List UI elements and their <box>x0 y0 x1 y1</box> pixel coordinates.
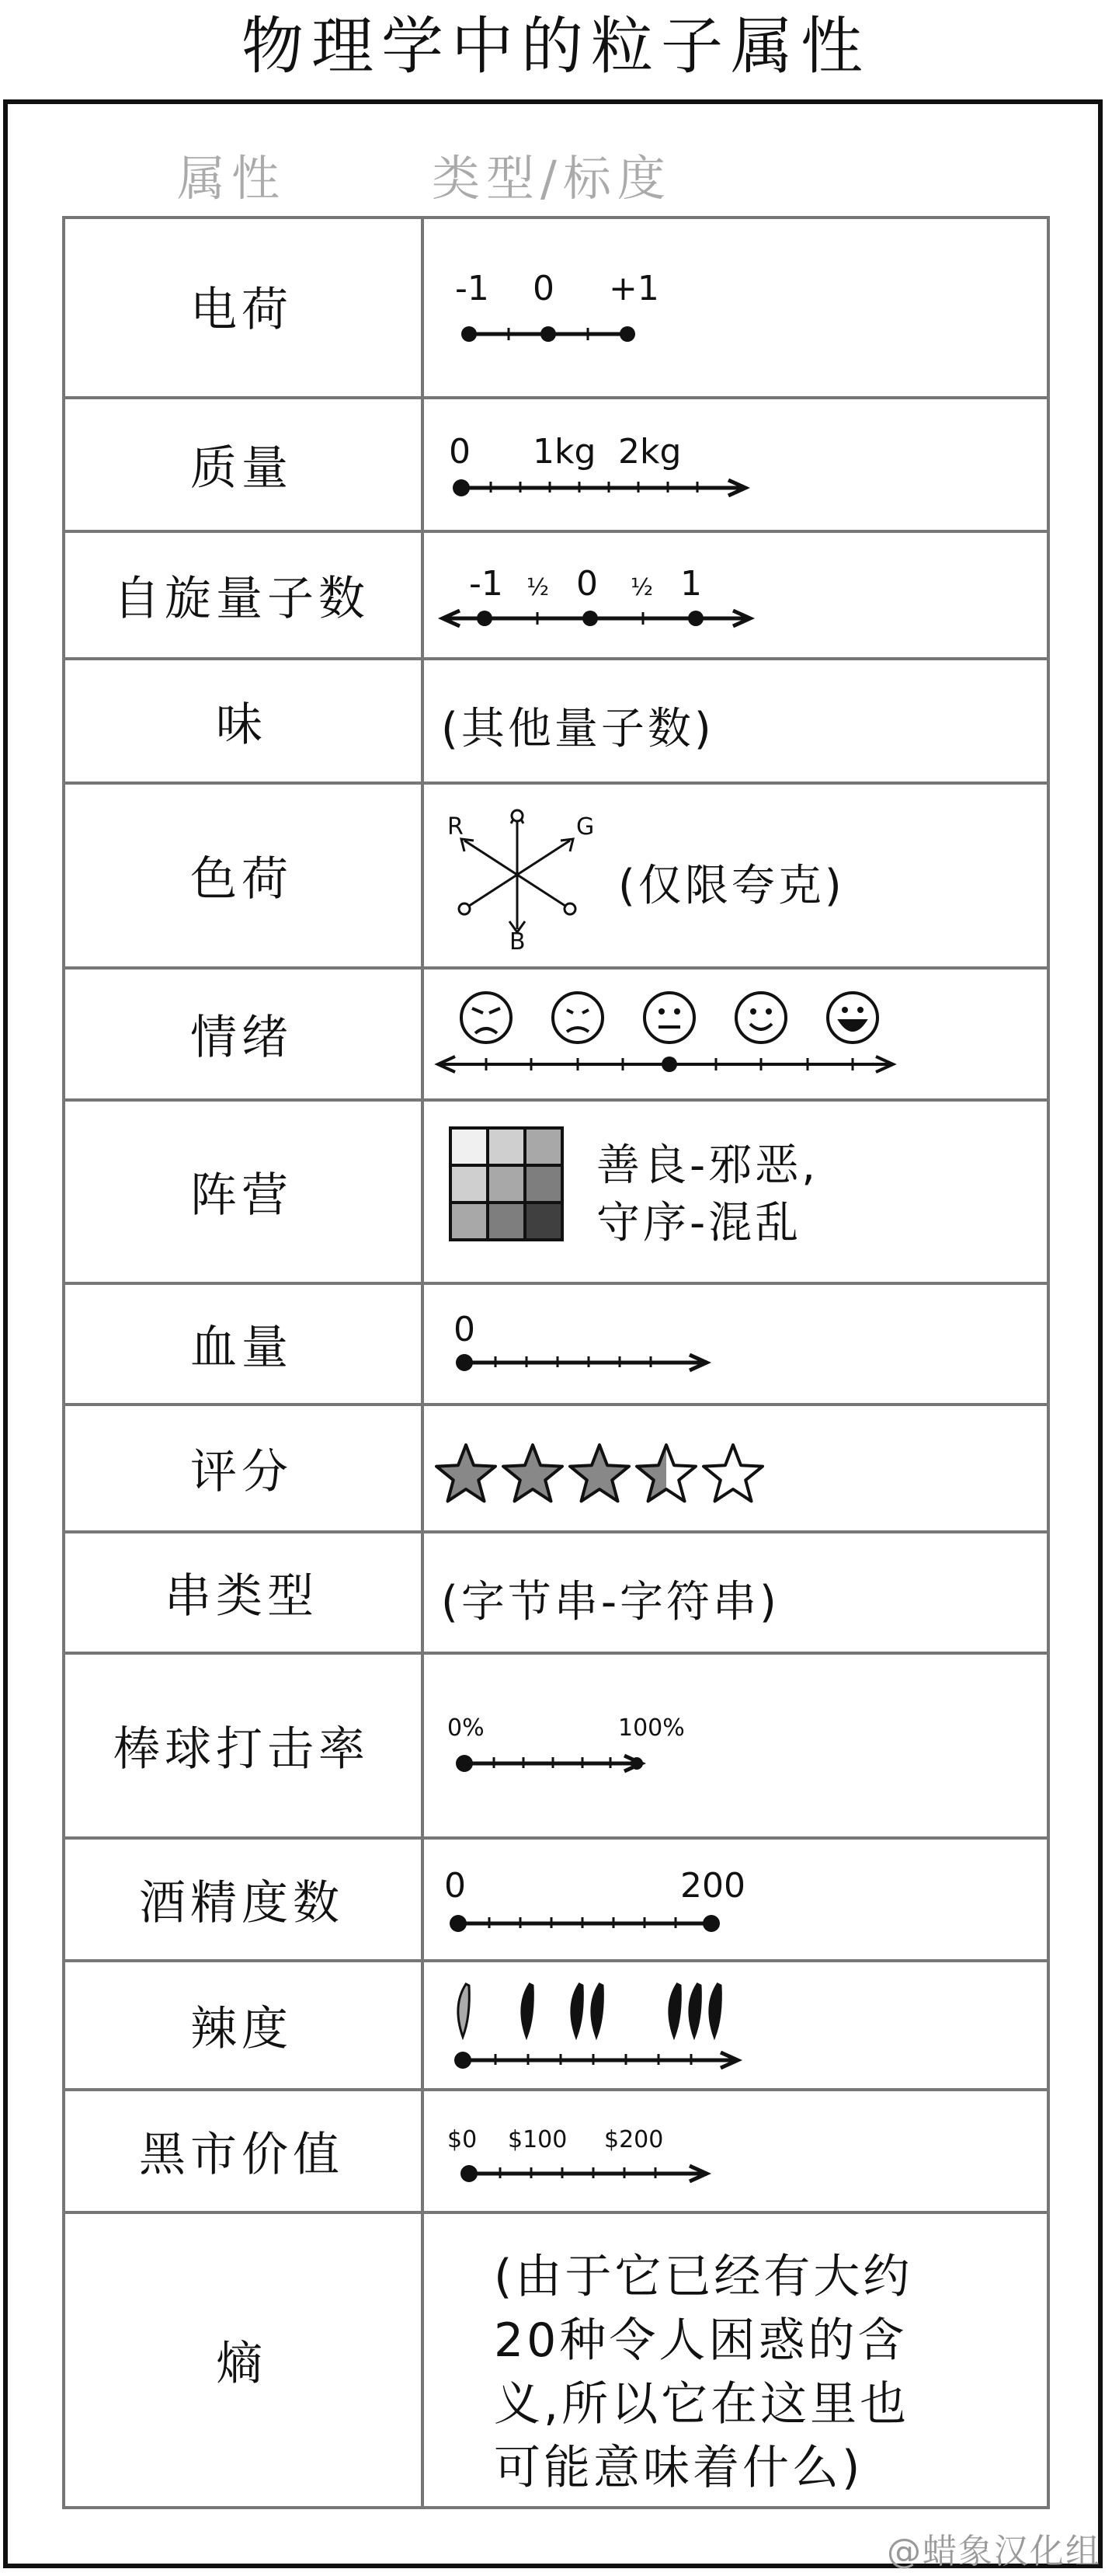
hp-scale <box>424 1285 1050 1403</box>
tick-label: ½ <box>631 574 654 601</box>
mass-scale <box>424 399 1050 530</box>
tick-label: 0 <box>449 432 471 472</box>
mood-scale <box>424 969 1050 1102</box>
row-label: 辣度 <box>190 2002 293 2056</box>
entropy-note <box>494 2245 1022 2500</box>
tick-label: $200 <box>604 2126 664 2153</box>
alignment-line-1: 善良-邪恶, <box>596 1140 819 1191</box>
tick-label: 0 <box>453 1310 475 1349</box>
tick-label: -1 <box>469 564 503 604</box>
color-charge-note: (仅限夸克) <box>618 861 845 911</box>
row-batting-average <box>62 1655 1050 1840</box>
spin-scale <box>424 533 1050 657</box>
row-label: 质量 <box>190 441 293 496</box>
string-type-text: (字节串-字符串) <box>441 1577 780 1627</box>
tick-label: $0 <box>447 2126 478 2153</box>
star-icon <box>436 1445 495 1501</box>
row-label: 评分 <box>190 1445 293 1499</box>
charge-scale <box>424 216 1050 396</box>
star-rating <box>424 1406 1050 1533</box>
row-spin <box>62 533 1050 660</box>
row-string-type <box>62 1533 1050 1655</box>
row-alcohol-proof <box>62 1840 1050 1962</box>
pepper-icon <box>522 1984 533 2037</box>
row-label: 阵营 <box>190 1168 293 1223</box>
column-header-property: 属性 <box>177 150 287 207</box>
proof-scale <box>424 1840 1050 1959</box>
star-icon <box>570 1445 629 1501</box>
row-label: 电荷 <box>190 283 293 337</box>
batting-scale <box>424 1655 1050 1836</box>
tick-label: 0 <box>533 269 554 308</box>
row-spiciness <box>62 1962 1050 2091</box>
row-mood <box>62 969 1050 1102</box>
row-flavor <box>62 660 1050 785</box>
grin-face-icon <box>828 993 877 1043</box>
pepper-icon <box>710 1984 721 2037</box>
color-label-g: G <box>576 813 595 841</box>
row-mass <box>62 399 1050 533</box>
tick-label: 200 <box>680 1866 745 1906</box>
row-charge <box>62 216 1050 399</box>
tick-label: 100% <box>618 1714 685 1742</box>
row-black-market-value <box>62 2091 1050 2214</box>
tick-label: 2kg <box>618 432 682 472</box>
tick-label: 0 <box>576 564 598 604</box>
color-label-r: R <box>447 813 464 841</box>
smile-face-icon <box>736 993 786 1043</box>
alignment-line-2: 守序-混乱 <box>596 1198 802 1248</box>
tick-label: ½ <box>526 574 550 601</box>
neutral-face-icon <box>645 993 694 1043</box>
tick-label: 0 <box>444 1866 466 1906</box>
page-title: 物理学中的粒子属性 <box>242 10 870 82</box>
row-label: 熵 <box>216 2337 267 2391</box>
pepper-icon <box>592 1984 603 2037</box>
tick-label: +1 <box>609 269 659 308</box>
color-label-b: B <box>509 928 526 956</box>
entropy-line: 可能意味着什么) <box>494 2441 864 2495</box>
spiciness-scale <box>424 1962 1050 2091</box>
entropy-line: 20种令人困惑的含 <box>494 2313 908 2368</box>
row-rating <box>62 1406 1050 1533</box>
pepper-icon <box>669 1984 680 2037</box>
pepper-icon <box>458 1984 469 2037</box>
tick-label: $100 <box>508 2126 568 2153</box>
angry-face-icon <box>461 993 511 1043</box>
star-icon <box>503 1445 562 1501</box>
row-label: 情绪 <box>190 1011 293 1065</box>
column-divider <box>421 216 424 2509</box>
row-label: 自旋量子数 <box>113 572 370 626</box>
star-icon <box>637 1445 696 1501</box>
entropy-line: (由于它已经有大约 <box>494 2250 913 2304</box>
tick-label: 1 <box>680 564 702 604</box>
star-icon <box>704 1445 763 1501</box>
column-header-type: 类型/标度 <box>432 150 672 207</box>
flavor-text: (其他量子数) <box>441 704 714 754</box>
market-scale <box>424 2091 1050 2211</box>
row-hp <box>62 1285 1050 1406</box>
row-alignment <box>62 1102 1050 1285</box>
sad-face-icon <box>553 993 603 1043</box>
row-color-charge <box>62 785 1050 969</box>
row-label: 棒球打击率 <box>113 1722 370 1777</box>
pepper-icon <box>572 1984 582 2037</box>
row-entropy <box>62 2214 1050 2509</box>
tick-label: 1kg <box>533 432 596 472</box>
row-label: 血量 <box>190 1321 293 1375</box>
row-label: 色荷 <box>190 852 293 907</box>
tick-label: 0% <box>447 1714 485 1742</box>
tick-label: -1 <box>455 269 489 308</box>
row-label: 酒精度数 <box>139 1876 344 1930</box>
credit-text: @蜡象汉化组 <box>887 2532 1101 2571</box>
row-label: 黑市价值 <box>139 2128 344 2182</box>
entropy-line: 义,所以它在这里也 <box>494 2377 910 2432</box>
pepper-icon <box>690 1984 700 2037</box>
row-label: 味 <box>216 698 267 752</box>
row-label: 串类型 <box>165 1569 318 1624</box>
